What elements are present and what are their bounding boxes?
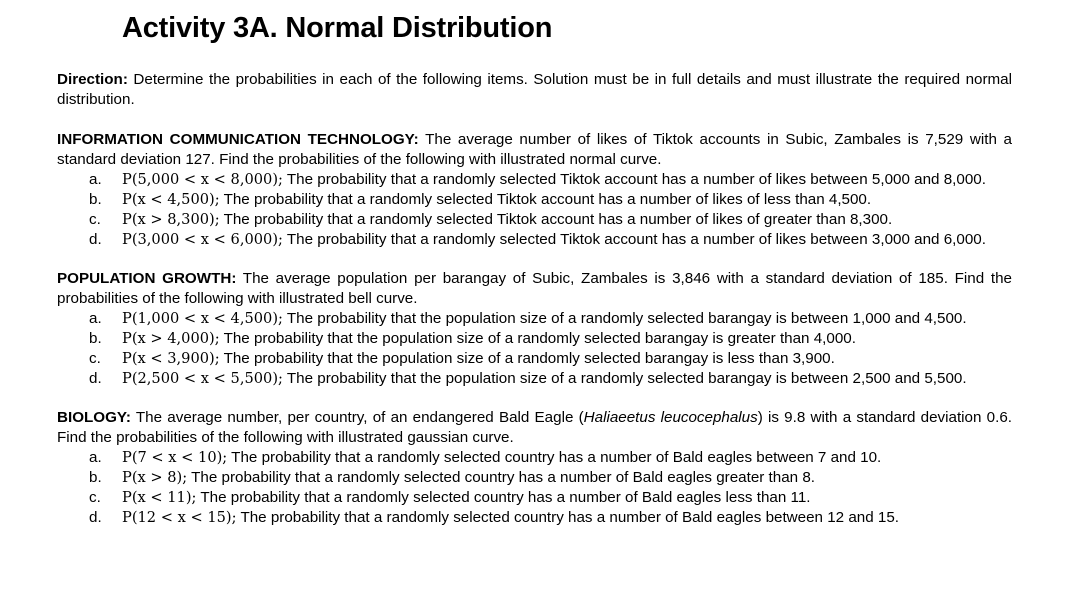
section-heading: BIOLOGY: [57,409,131,426]
item-text: The probability that a randomly selected country has a number of Bald eagles between 12 and 15. [236,509,899,526]
item-math: P(x > 8,300); [122,211,220,228]
list-item [57,190,1012,210]
item-math: P(3,000 < x < 6,000); [122,231,283,248]
item-text: The probability that the population size of a randomly selected barangay is greater than 4,000. [219,330,856,347]
item-text: The probability that a randomly selected country has a number of Bald eagles between 7 and 10. [227,449,882,466]
scientific-name: Haliaeetus leucocephalus [583,409,758,426]
page-title: Activity 3A. Normal Distribution [122,12,553,44]
section-population-growth [57,269,1012,389]
item-text: The probability that a randomly selected country has a number of Bald eagles greater than 8. [187,469,815,486]
section-ict [57,130,1012,250]
item-math: P(x < 4,500); [122,191,220,208]
direction-paragraph [57,70,1012,110]
item-math: P(12 < x < 15); [122,509,237,526]
direction-label: Direction: [57,71,128,88]
item-letter: c. [89,211,101,228]
item-letter: a. [89,310,102,327]
item-text: The probability that a randomly selected country has a number of Bald eagles less than 11. [196,489,811,506]
list-item [57,448,1012,468]
direction-text: Determine the probabilities in each of the following items. Solution must be in full details and must illustrate the required normal distribution. [57,71,1012,108]
item-letter: a. [89,449,102,466]
item-list [57,309,1012,389]
item-letter: d. [89,370,102,387]
item-math: P(x < 11); [122,489,197,506]
item-math: P(x > 4,000); [122,330,220,347]
section-intro-text: The average population per barangay of Subic, Zambales is 3,846 with a standard deviation of 185. Find the probabilities of the following with illustrated bell curve. [57,270,1012,307]
section-intro-text: The average number, per country, of an endangered Bald Eagle ( [130,409,584,426]
section-intro [57,130,1012,170]
section-intro [57,269,1012,309]
item-text: The probability that a randomly selected Tiktok account has a number of likes of greater than 8,300. [219,211,893,228]
item-list [57,170,1012,250]
item-text: The probability that the population size of a randomly selected barangay is less than 3,900. [219,350,835,367]
list-item [57,369,1012,389]
section-heading: INFORMATION COMMUNICATION TECHNOLOGY: [57,131,419,148]
item-text: The probability that a randomly selected Tiktok account has a number of likes between 5,000 and 8,000. [282,171,986,188]
item-text: The probability that the population size of a randomly selected barangay is between 1,000 and 4,500. [282,310,967,327]
section-intro-text-end: ) is 9.8 with a standard deviation 0.6. Find the probabilities of the following with illustrated gaussian curve. [57,409,1012,446]
item-letter: b. [89,330,102,347]
document-body [57,70,1012,547]
item-letter: d. [89,509,102,526]
item-math: P(x > 8); [122,469,188,486]
item-text: The probability that the population size of a randomly selected barangay is between 2,500 and 5,500. [282,370,967,387]
item-list [57,448,1012,528]
section-intro-text: The average number of likes of Tiktok accounts in Subic, Zambales is 7,529 with a standard deviation 127. Find the probabilities of the following with illustrated normal curve. [57,131,1012,168]
list-item [57,329,1012,349]
item-math: P(7 < x < 10); [122,449,228,466]
item-text: The probability that a randomly selected Tiktok account has a number of likes between 3,000 and 6,000. [282,231,986,248]
item-letter: d. [89,231,102,248]
item-math: P(x < 3,900); [122,350,220,367]
item-text: The probability that a randomly selected Tiktok account has a number of likes of less than 4,500. [219,191,872,208]
section-heading: POPULATION GROWTH: [57,270,237,287]
item-letter: b. [89,191,102,208]
item-math: P(1,000 < x < 4,500); [122,310,283,327]
list-item [57,488,1012,508]
list-item [57,349,1012,369]
list-item [57,170,1012,190]
item-letter: b. [89,469,102,486]
item-letter: c. [89,350,101,367]
section-biology [57,408,1012,528]
list-item [57,230,1012,250]
item-math: P(5,000 < x < 8,000); [122,171,283,188]
list-item [57,210,1012,230]
list-item [57,309,1012,329]
item-letter: c. [89,489,101,506]
section-intro [57,408,1012,448]
item-math: P(2,500 < x < 5,500); [122,370,283,387]
list-item [57,508,1012,528]
item-letter: a. [89,171,102,188]
list-item [57,468,1012,488]
